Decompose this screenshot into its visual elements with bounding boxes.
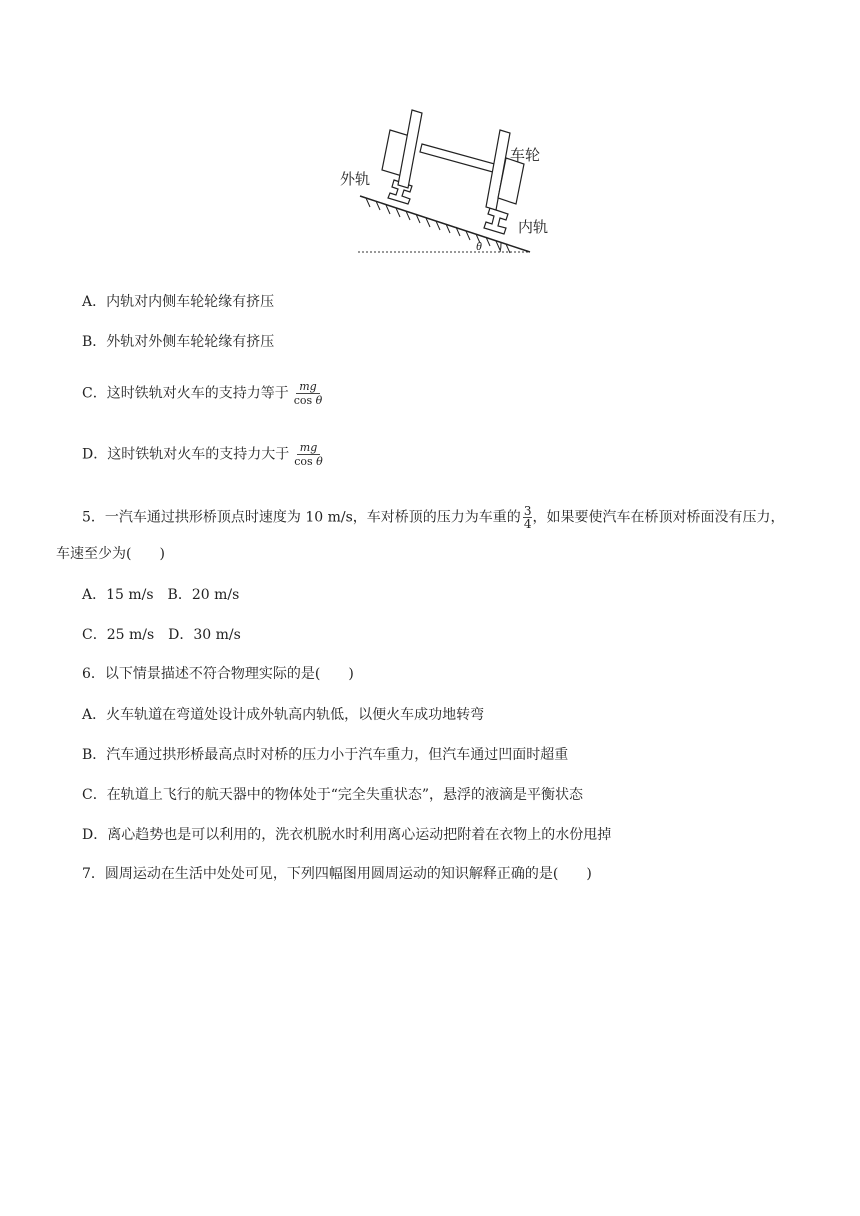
theta-text: θ: [316, 455, 323, 468]
q4-option-c-text: C．这时铁轨对火车的支持力等于: [82, 385, 289, 402]
fraction-mg-over-cos-theta: [291, 380, 326, 407]
banked-track-diagram: [330, 100, 550, 260]
angle-arc: [500, 243, 501, 252]
q7-stem: 7．圆周运动在生活中处处可见，下列四幅图用圆周运动的知识解释正确的是( ): [82, 866, 592, 882]
q5-options-cd: C．25 m/s D．30 m/s: [82, 627, 241, 643]
q6-option-b: B．汽车通过拱形桥最高点时对桥的压力小于汽车重力，但汽车通过凹面时超重: [82, 747, 569, 763]
fraction-numerator: 3: [523, 504, 532, 518]
q6-option-a: A．火车轨道在弯道处设计成外轨高内轨低，以便火车成功地转弯: [82, 707, 485, 723]
q6-option-d: D．离心趋势也是可以利用的，洗衣机脱水时利用离心运动把附着在衣物上的水份甩掉: [82, 827, 612, 843]
cos-text: cos: [294, 455, 317, 468]
q5-stem-part1: 5．一汽车通过拱形桥顶点时速度为 10 m/s，车对桥顶的压力为车重的: [82, 509, 521, 526]
q4-option-d-text: D．这时铁轨对火车的支持力大于: [82, 446, 290, 463]
q4-option-b: B．外轨对外侧车轮轮缘有挤压: [82, 334, 275, 350]
q5-stem-line1: [82, 505, 784, 530]
theta-text: θ: [315, 394, 323, 407]
q4-option-c: [82, 380, 325, 407]
banked-track-figure: [330, 100, 550, 260]
fraction-numerator: mg: [297, 441, 320, 455]
fraction-denominator: [291, 455, 326, 468]
q5-stem-part2: ，如果要使汽车在桥顶对桥面没有压力，: [532, 509, 785, 526]
label-inner-rail: 内轨: [518, 220, 549, 236]
fraction-denominator: [291, 394, 326, 407]
fraction-denominator: 4: [523, 517, 532, 531]
q4-option-a: A．内轨对内侧车轮轮缘有挤压: [82, 294, 275, 310]
q4-option-d: [82, 441, 326, 468]
label-outer-rail: 外轨: [340, 172, 371, 188]
inclined-ground-line: [360, 196, 530, 252]
q6-stem: 6．以下情景描述不符合物理实际的是( ): [82, 666, 354, 682]
left-wheel: [382, 110, 422, 188]
label-wheel: 车轮: [510, 148, 541, 164]
q5-stem-line2: 车速至少为( ): [56, 546, 165, 562]
fraction-three-quarters: [523, 505, 533, 530]
fraction-numerator: mg: [296, 380, 319, 394]
q5-options-ab: A．15 m/s B．20 m/s: [82, 587, 240, 603]
axle: [420, 144, 502, 174]
label-angle-theta: θ: [476, 239, 482, 253]
cos-text: cos: [293, 394, 316, 407]
fraction-mg-over-cos-theta: [291, 441, 326, 468]
inner-rail-shape: [484, 208, 508, 234]
q6-option-c: C．在轨道上飞行的航天器中的物体处于“完全失重状态”，悬浮的液滴是平衡状态: [82, 787, 584, 803]
